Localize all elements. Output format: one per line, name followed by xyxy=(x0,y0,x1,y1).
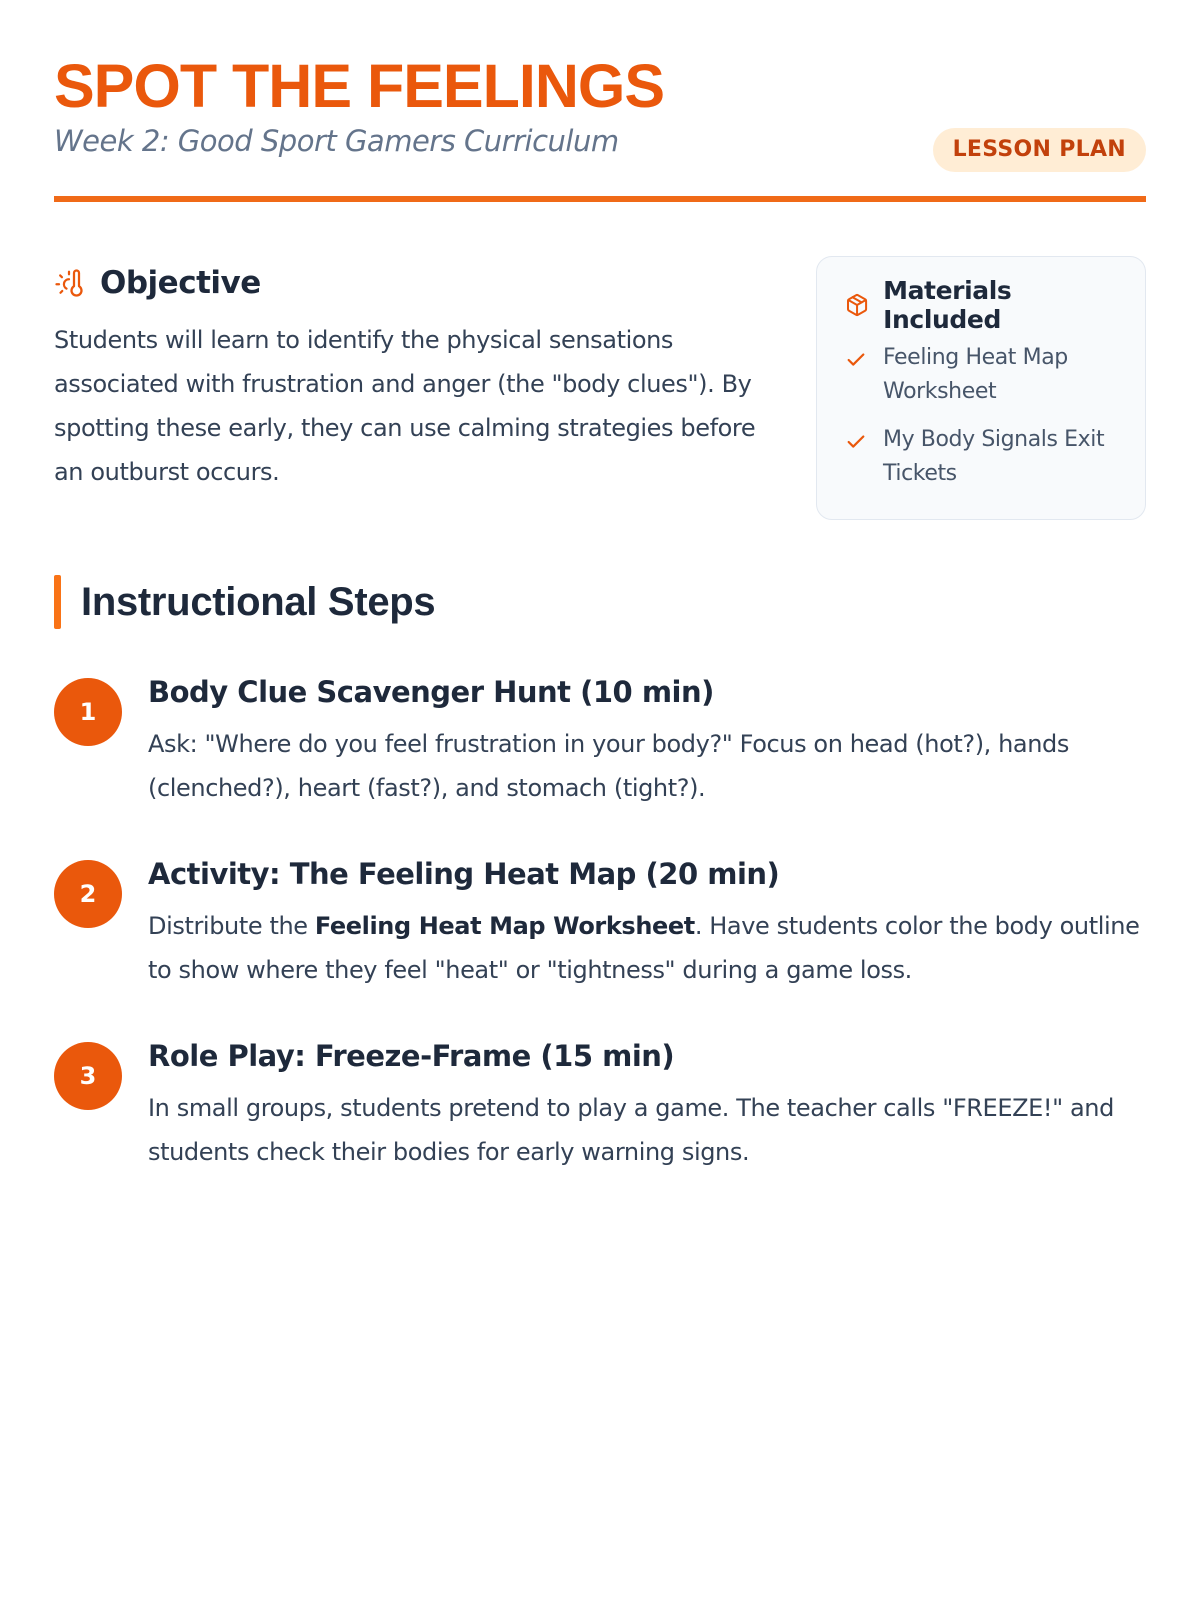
thermometer-sun-icon xyxy=(54,268,84,298)
materials-header xyxy=(845,276,1119,334)
step-number-badge: 1 xyxy=(54,678,122,746)
material-item-label: Feeling Heat Map Worksheet xyxy=(883,345,1068,404)
materials-heading: Materials Included xyxy=(883,276,1012,334)
check-icon xyxy=(845,349,867,371)
material-item-label: My Body Signals Exit Tickets xyxy=(883,427,1105,486)
step-item xyxy=(54,1034,1146,1216)
step-number-badge: 2 xyxy=(54,860,122,928)
steps-heading: Instructional Steps xyxy=(81,579,436,624)
objective-block xyxy=(54,262,774,494)
objective-header xyxy=(54,262,774,304)
step-item xyxy=(54,670,1146,852)
step-item xyxy=(54,852,1146,1034)
step-title: Activity: The Feeling Heat Map (20 min) xyxy=(148,857,780,891)
step-title: Role Play: Freeze-Frame (15 min) xyxy=(148,1039,675,1073)
steps-section-header xyxy=(54,574,1146,630)
package-icon xyxy=(845,292,869,318)
step-number-badge: 3 xyxy=(54,1042,122,1110)
material-item xyxy=(845,423,1119,491)
section-accent-bar xyxy=(54,575,61,629)
page-title: SPOT THE FEELINGS xyxy=(54,52,665,120)
materials-card xyxy=(816,256,1146,520)
worksheet-name: Feeling Heat Map Worksheet xyxy=(314,912,695,940)
overview-section xyxy=(54,256,1146,524)
objective-heading: Objective xyxy=(100,265,261,301)
lesson-plan-badge: LESSON PLAN xyxy=(933,128,1146,172)
objective-text: Students will learn to identify the physical sensations associated with frustration and anger (the "body clues"). By spotting these early, they can use calming strategies before an outburst occurs. xyxy=(54,326,756,486)
step-text: Distribute the xyxy=(148,912,315,940)
step-text: . Have students color the body outline to show where they feel "heat" or "tightness" during a game loss. xyxy=(148,912,1140,984)
page-header xyxy=(54,0,1146,202)
check-icon xyxy=(845,431,867,453)
materials-list xyxy=(845,341,1119,491)
step-description xyxy=(148,904,1146,992)
material-item xyxy=(845,341,1119,409)
step-title: Body Clue Scavenger Hunt (10 min) xyxy=(148,675,714,709)
steps-list xyxy=(54,670,1146,1216)
step-description: In small groups, students pretend to play a game. The teacher calls "FREEZE!" and students check their bodies for early warning signs. xyxy=(148,1094,1114,1166)
page-subtitle: Week 2: Good Sport Gamers Curriculum xyxy=(54,124,619,158)
step-description: Ask: "Where do you feel frustration in your body?" Focus on head (hot?), hands (clenched?), heart (fast?), and stomach (tight?). xyxy=(148,730,1069,802)
